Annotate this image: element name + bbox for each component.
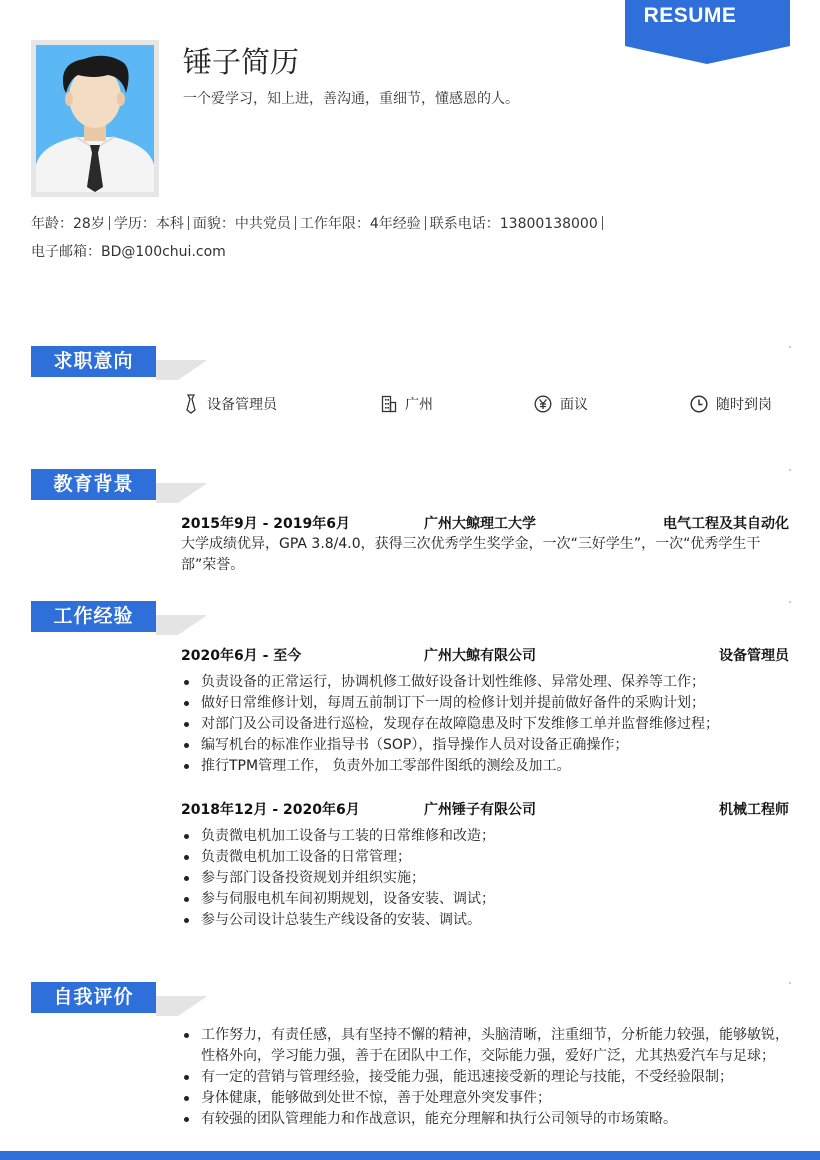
info-phone: 联系电话：13800138000 xyxy=(429,216,598,232)
resume-motto: 一个爱学习，知上进，善沟通，重细节，懂感恩的人。 xyxy=(183,91,519,107)
work-company: 广州大鲸有限公司 xyxy=(424,648,536,664)
tie-icon xyxy=(183,394,199,414)
info-email: 电子邮箱：BD@100chui.com xyxy=(31,244,226,260)
list-item: 参与公司设计总装生产线设备的安装、调试。 xyxy=(181,910,791,931)
info-politics: 面貌：中共党员 xyxy=(192,216,291,232)
section-dot xyxy=(789,346,791,348)
intent-position xyxy=(183,392,277,416)
info-separator xyxy=(295,216,296,230)
list-item: 推行TPM管理工作， 负责外加工零部件图纸的测绘及加工。 xyxy=(181,756,791,777)
list-item: 负责微电机加工设备与工装的日常维修和改造； xyxy=(181,826,791,847)
section-dot xyxy=(789,469,791,471)
work-row xyxy=(181,645,789,665)
list-item: 负责微电机加工设备的日常管理； xyxy=(181,847,791,868)
intent-salary-label: 面议 xyxy=(560,397,588,413)
list-item: 有较强的团队管理能力和作战意识，能充分理解和执行公司领导的市场策略。 xyxy=(181,1109,791,1130)
list-item: 编写机台的标准作业指导书（SOP），指导操作人员对设备正确操作； xyxy=(181,735,791,756)
avatar-illustration xyxy=(36,45,154,192)
section-dot xyxy=(789,982,791,984)
section-header-work xyxy=(31,601,791,635)
section-header-education xyxy=(31,469,791,503)
work-title: 设备管理员 xyxy=(719,648,789,664)
list-item: 参与伺服电机车间初期规划，设备安装、调试； xyxy=(181,889,791,910)
resume-ribbon xyxy=(625,0,790,66)
info-education: 学历：本科 xyxy=(113,216,184,232)
building-icon xyxy=(381,395,397,413)
work-period: 2020年6月 - 至今 xyxy=(181,648,302,664)
section-title: 工作经验 xyxy=(31,601,156,632)
info-separator xyxy=(425,216,426,230)
work-duties-list xyxy=(181,826,791,931)
info-separator xyxy=(602,216,603,230)
work-duties-list xyxy=(181,672,791,777)
avatar-photo xyxy=(31,40,159,197)
education-major: 电气工程及其自动化 xyxy=(663,516,789,532)
self-evaluation-list xyxy=(181,1025,791,1130)
work-company: 广州锤子有限公司 xyxy=(424,802,536,818)
intent-availability-label: 随时到岗 xyxy=(716,397,772,413)
section-tail-shape xyxy=(156,982,206,1016)
info-age: 年龄：28岁 xyxy=(31,216,105,232)
list-item: 工作努力，有责任感，具有坚持不懈的精神，头脑清晰，注重细节，分析能力较强，能够敏锐，性格外向，学习能力强，善于在团队中工作，交际能力强，爱好广泛，尤其热爱汽车与足球； xyxy=(181,1025,791,1067)
email-line xyxy=(31,241,226,261)
section-header-intent xyxy=(31,346,791,380)
work-row xyxy=(181,799,789,819)
info-separator xyxy=(188,216,189,230)
section-header-self xyxy=(31,982,791,1016)
section-title: 自我评价 xyxy=(31,982,156,1013)
education-period: 2015年9月 - 2019年6月 xyxy=(181,516,350,532)
section-title: 教育背景 xyxy=(31,469,156,500)
info-experience: 工作年限：4年经验 xyxy=(299,216,421,232)
info-separator xyxy=(109,216,110,230)
intent-position-label: 设备管理员 xyxy=(207,397,277,413)
section-tail-shape xyxy=(156,469,206,503)
section-title: 求职意向 xyxy=(31,346,156,377)
education-school: 广州大鲸理工大学 xyxy=(424,516,536,532)
education-row xyxy=(181,513,789,533)
section-dot xyxy=(789,601,791,603)
ribbon-label: RESUME xyxy=(643,4,737,27)
list-item: 有一定的营销与管理经验，接受能力强，能迅速接受新的理论与技能，不受经验限制； xyxy=(181,1067,791,1088)
list-item: 负责设备的正常运行，协调机修工做好设备计划性维修、异常处理、保养等工作； xyxy=(181,672,791,693)
work-period: 2018年12月 - 2020年6月 xyxy=(181,802,360,818)
list-item: 身体健康，能够做到处世不惊，善于处理意外突发事件； xyxy=(181,1088,791,1109)
list-item: 参与部门设备投资规划并组织实施； xyxy=(181,868,791,889)
bottom-bar xyxy=(0,1151,820,1160)
resume-name: 锤子简历 xyxy=(183,45,300,79)
work-title: 机械工程师 xyxy=(719,802,789,818)
basic-info-line xyxy=(31,213,607,233)
intent-availability xyxy=(690,392,772,416)
intent-city-label: 广州 xyxy=(405,397,433,413)
list-item: 做好日常维修计划，每周五前制订下一周的检修计划并提前做好备件的采购计划； xyxy=(181,693,791,714)
section-tail-shape xyxy=(156,601,206,635)
education-description: 大学成绩优异，GPA 3.8/4.0，获得三次优秀学生奖学金，一次“三好学生”，一次“优秀学生干部”荣誉。 xyxy=(181,536,761,573)
clock-icon xyxy=(690,395,708,413)
list-item: 对部门及公司设备进行巡检，发现存在故障隐患及时下发维修工单并监督维修过程； xyxy=(181,714,791,735)
section-tail-shape xyxy=(156,346,206,380)
yuan-icon xyxy=(534,395,552,413)
intent-city xyxy=(381,392,433,416)
intent-salary xyxy=(534,392,588,416)
